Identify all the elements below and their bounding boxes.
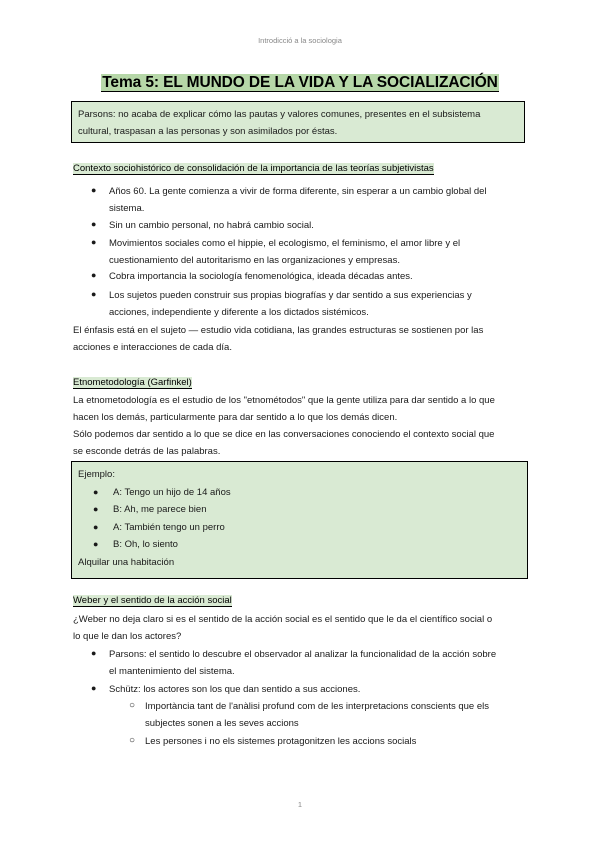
intro-box [71,101,525,143]
page-title [0,74,600,92]
bullet-1-line-2: sistema. [109,203,145,214]
bullet-4-line-1: Cobra importancia la sociología fenomenológica, ideada décadas antes. [109,271,413,282]
example-label: Ejemplo: [78,469,115,480]
bullet-dot: ● [93,539,99,549]
weber-question-line-2: lo que le dan los actores? [73,631,182,642]
bullet-dot: ● [91,219,97,229]
example-box [71,461,528,579]
context-closing-line-2: acciones e interacciones de cada día. [73,342,232,353]
bullet-dot: ● [91,683,97,693]
etno-p1-line-2: hacen los demás, particularmente para dar sentido a lo que los demás dicen. [73,412,398,423]
weber-sub-bullet-2: Les persones i no els sistemes protagonitzen les accions socials [145,736,417,747]
document-header: Introdicció a la sociologia [258,36,342,45]
section-heading-weber-text: Weber y el sentido de la acción social [73,595,232,606]
bullet-dot: ● [91,237,97,247]
section-heading-weber [73,595,232,606]
example-line-2-row [78,501,527,519]
page-number: 1 [297,800,303,809]
etno-p2-line-2: se esconde detrás de las palabras. [73,446,221,457]
example-line-1: A: Tengo un hijo de 14 años [113,486,231,498]
weber-sub-bullet-1-line-2: subjectes sonen a les seves accions [145,718,299,729]
bullet-2-line-1: Sin un cambio personal, no habrá cambio social. [109,220,314,231]
etno-p1-line-1: La etnometodología es el estudio de los "etnométodos" que la gente utiliza para dar sentido a lo que [73,395,495,406]
section-heading-etnometodologia-text: Etnometodología (Garfinkel) [73,377,192,388]
bullet-dot: ● [91,289,97,299]
page-title-text: Tema 5: EL MUNDO DE LA VIDA Y LA SOCIALIZACIÓN [102,74,498,91]
bullet-dot: ● [93,521,99,532]
sub-bullet-circle: ○ [129,735,136,746]
example-line-2: B: Ah, me parece bien [113,504,207,515]
bullet-1-line-1: Años 60. La gente comienza a vivir de forma diferente, sin esperar a un cambio global del [109,186,487,197]
bullet-dot: ● [91,185,97,195]
weber-sub-bullet-1-line-1: Importància tant de l'anàlisi profund com de les interpretacions conscients que els [145,701,490,712]
intro-line-1: Parsons: no acaba de explicar cómo las pautas y valores comunes, presentes en el subsistema [78,109,481,120]
section-heading-etnometodologia [73,377,192,388]
bullet-3-line-2: cuestionamiento del autoritarismo en las organizaciones y empresas. [109,255,400,266]
bullet-dot: ● [91,270,97,280]
bullet-5-line-2: acciones, independiente y diferente a los dictados sistémicos. [109,307,369,318]
weber-question-line-1: ¿Weber no deja claro si es el sentido de la acción social es el sentido que le da el científico social o [73,614,493,625]
example-line-3: A: También tengo un perro [113,521,225,533]
weber-bullet-1-line-2: el mantenimiento del sistema. [109,666,235,677]
example-line-4: B: Oh, lo siento [113,539,178,550]
bullet-3-line-1: Movimientos sociales como el hippie, el ecologismo, el feminismo, el amor libre y el [109,238,461,249]
context-closing-line-1: El énfasis está en el sujeto — estudio vida cotidiana, las grandes estructuras se sostienen por las [73,325,484,336]
bullet-dot: ● [93,486,99,497]
example-line-3-row [78,519,527,537]
etno-p2-line-1: Sólo podemos dar sentido a lo que se dice en las conversaciones conociendo el contexto social que [73,429,495,440]
bullet-dot: ● [91,648,97,658]
example-line-4-row [78,536,527,554]
bullet-dot: ● [93,504,99,514]
weber-bullet-2: Schütz: los actores son los que dan sentido a sus acciones. [109,684,361,695]
section-heading-context [73,163,434,174]
example-footer: Alquilar una habitación [78,556,175,568]
example-line-1-row [78,484,527,502]
bullet-5-line-1: Los sujetos pueden construir sus propias biografías y dar sentido a sus experiencias y [109,290,472,301]
sub-bullet-circle: ○ [129,700,136,711]
intro-line-2: cultural, traspasan a las personas y son asimilados por éstas. [78,126,338,137]
weber-bullet-1-line-1: Parsons: el sentido lo descubre el observador al analizar la funcionalidad de la acción sobre [109,649,497,660]
section-heading-context-text: Contexto sociohistórico de consolidación de la importancia de las teorías subjetivistas [73,163,434,174]
